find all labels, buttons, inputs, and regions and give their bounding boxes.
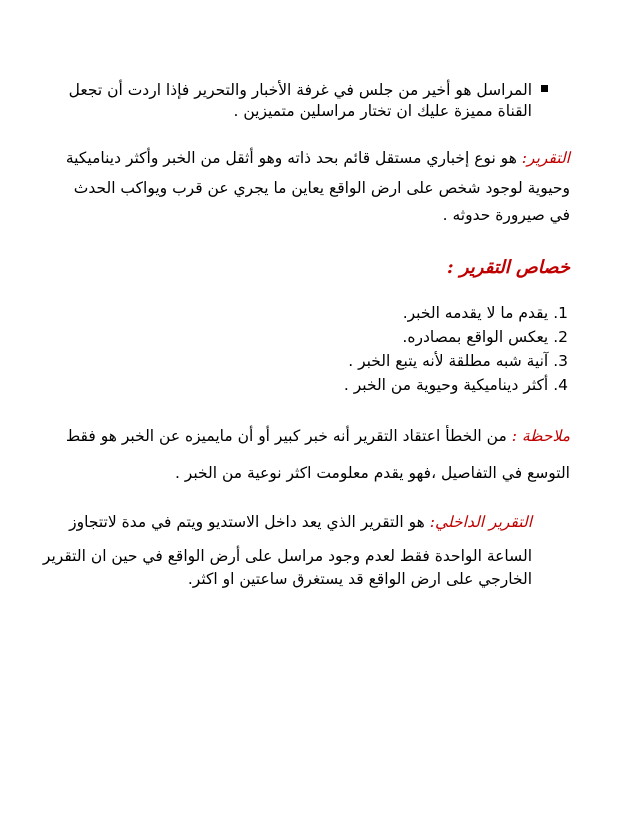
feature-number: 3. (553, 352, 568, 370)
internal-text-1: هو التقرير الذي يعد داخل الاستديو ويتم في مدة لاتتجاوز (69, 513, 430, 531)
definition-line-2: وحيوية لوجود شخص على ارض الواقع يعاين ما يجري عن قرب ويواكب الحدث (73, 179, 570, 197)
feature-item-1 (403, 301, 568, 325)
feature-text: أكثر ديناميكية وحيوية من الخبر . (343, 376, 549, 394)
feature-number: 4. (553, 376, 568, 394)
feature-text: آنية شبه مطلقة لأنه يتبع الخبر . (348, 352, 549, 370)
internal-line-3: الخارجي على ارض الواقع قد يستغرق ساعتين او اكثر. (187, 570, 532, 588)
feature-text: يقدم ما لا يقدمه الخبر. (402, 304, 549, 322)
internal-term: التقرير الداخلي: (429, 513, 532, 531)
feature-text: يعكس الواقع بمصادره. (402, 328, 549, 346)
feature-number: 2. (553, 328, 568, 346)
intro-line-2: القناة مميزة عليك ان تختار مراسلين متميزين . (233, 102, 532, 120)
square-bullet-icon (541, 85, 548, 92)
feature-number: 1. (553, 304, 568, 322)
features-heading: خصاص التقرير : (446, 257, 570, 278)
definition-term: التقرير: (521, 149, 570, 167)
internal-line-1 (69, 510, 532, 534)
intro-text-1: المراسل هو أخير من جلس في غرفة الأخبار والتحرير فإذا اردت أن تجعل (68, 81, 532, 99)
definition-line-3: في صيرورة حدوثه . (442, 206, 570, 224)
note-line-2: التوسع في التفاصيل ،فهو يقدم معلومت اكثر نوعية من الخبر . (174, 464, 570, 482)
internal-line-2: الساعة الواحدة فقط لعدم وجود مراسل على أرض الواقع في حين ان التقرير (42, 547, 532, 565)
feature-item-4 (344, 373, 568, 397)
definition-text-1: هو نوع إخباري مستقل قائم بحد ذاته وهو أثقل من الخبر وأكثر ديناميكية (65, 149, 522, 167)
feature-item-3 (348, 349, 568, 373)
definition-line-1 (66, 146, 570, 170)
feature-item-2 (402, 325, 568, 349)
note-term: ملاحظة : (511, 427, 570, 445)
note-text-1: من الخطأ اعتقاد التقرير أنه خبر كبير أو أن مايميزه عن الخبر هو فقط (65, 427, 512, 445)
note-line-1 (66, 424, 570, 448)
